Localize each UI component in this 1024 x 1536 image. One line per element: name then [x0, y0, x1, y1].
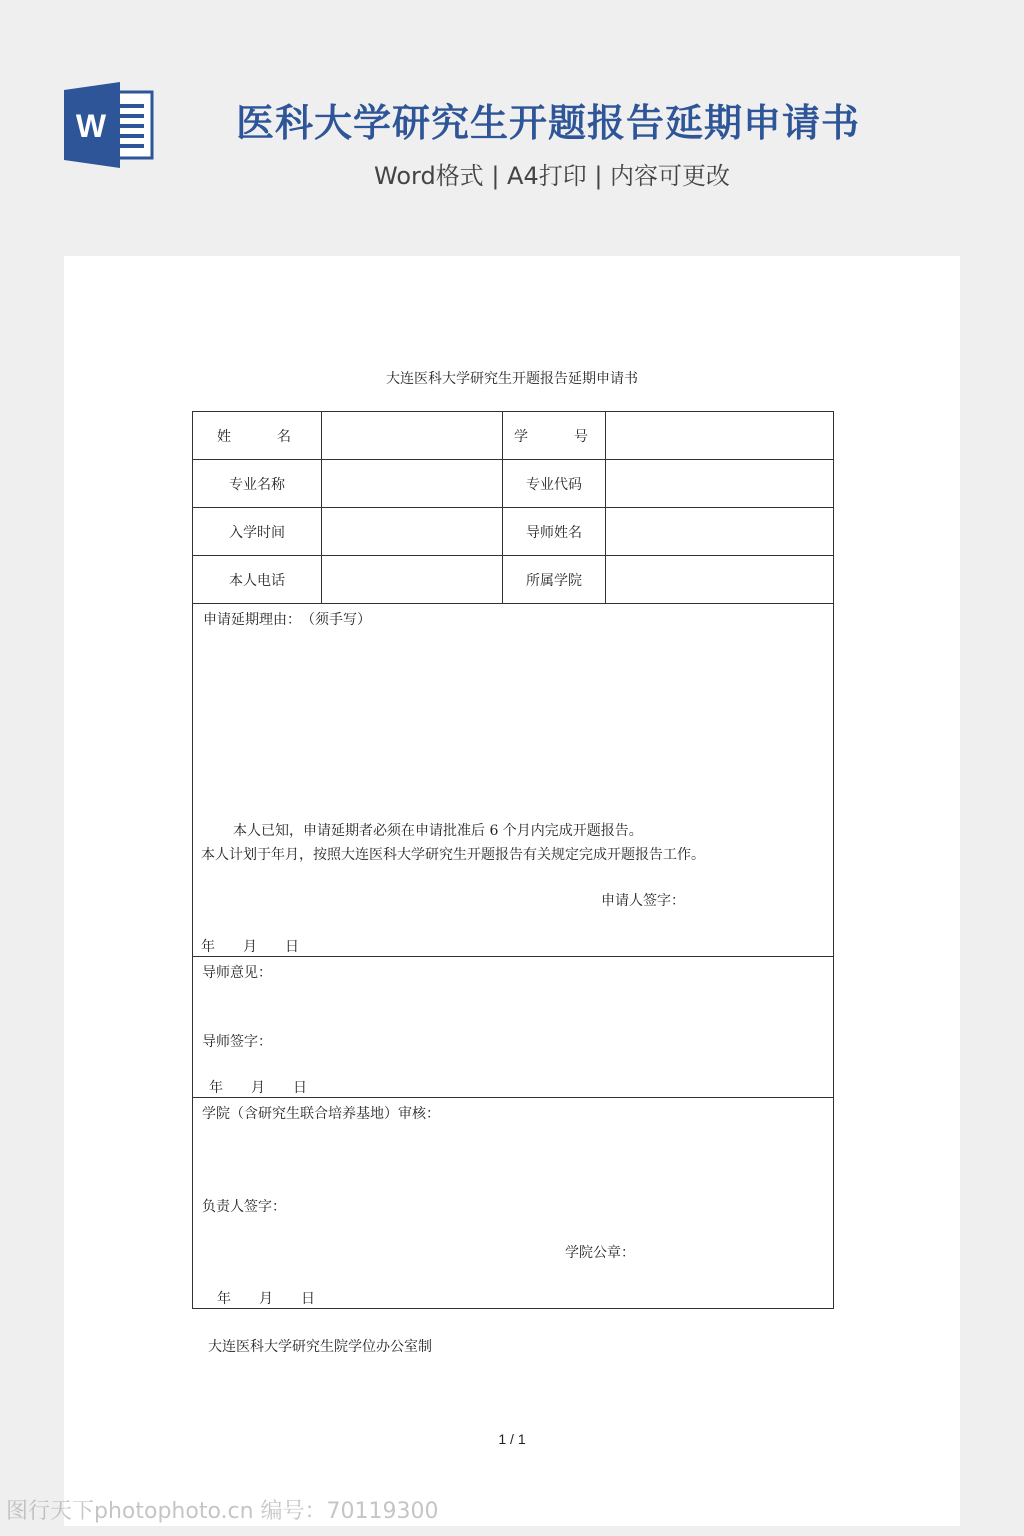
field-advisor-name[interactable]: [606, 508, 834, 556]
label-enrollment-date: 入学时间: [193, 508, 322, 556]
document-page: [64, 256, 960, 1526]
label-major-name: 专业名称: [193, 460, 322, 508]
table-row-advisor: [193, 957, 834, 1098]
label-name: 姓 名: [193, 412, 322, 460]
college-review-label: 学院（含研究生联合培养基地）审核：: [202, 1106, 440, 1122]
field-major-code[interactable]: [606, 460, 834, 508]
field-student-id[interactable]: [606, 412, 834, 460]
reason-notice-line2: 本人计划于年月，按照大连医科大学研究生开题报告有关规定完成开题报告工作。: [201, 847, 705, 863]
document-title: 大连医科大学研究生开题报告延期申请书: [386, 371, 638, 387]
label-student-id: 学 号: [503, 412, 606, 460]
field-phone[interactable]: [322, 556, 503, 604]
banner-subtitle: Word格式 | A4打印 | 内容可更改: [374, 162, 731, 190]
advisor-date: 年 月 日: [209, 1080, 307, 1096]
field-major-name[interactable]: [322, 460, 503, 508]
advisor-signature-label: 导师签字：: [202, 1034, 272, 1050]
banner-title: 医科大学研究生开题报告延期申请书: [236, 101, 861, 145]
advisor-cell[interactable]: [193, 957, 834, 1098]
field-college[interactable]: [606, 556, 834, 604]
label-major-code: 专业代码: [503, 460, 606, 508]
reason-cell[interactable]: [193, 604, 834, 957]
applicant-signature-label: 申请人签字：: [601, 893, 685, 909]
college-cell[interactable]: [193, 1098, 834, 1309]
applicant-date: 年 月 日: [201, 939, 299, 955]
table-row-enrollment: [193, 508, 834, 556]
watermark: 图行天下photophoto.cn 编号：70119300: [6, 1499, 439, 1524]
page-number: 1 / 1: [498, 1431, 526, 1447]
label-college: 所属学院: [503, 556, 606, 604]
table-row-contact: [193, 556, 834, 604]
label-advisor-name: 导师姓名: [503, 508, 606, 556]
reason-label: 申请延期理由： （须手写）: [203, 612, 371, 628]
application-form-table: [192, 411, 834, 1309]
table-row-college: [193, 1098, 834, 1309]
field-enrollment-date[interactable]: [322, 508, 503, 556]
college-date: 年 月 日: [217, 1291, 315, 1307]
word-logo-letter: W: [75, 108, 107, 144]
table-row-reason: [193, 604, 834, 957]
table-row-major: [193, 460, 834, 508]
field-name[interactable]: [322, 412, 503, 460]
label-phone: 本人电话: [193, 556, 322, 604]
word-icon: [64, 82, 156, 168]
college-seal-label: 学院公章：: [565, 1245, 635, 1261]
reason-notice-line1: 本人已知，申请延期者必须在申请批准后 6 个月内完成开题报告。: [233, 823, 643, 839]
advisor-opinion-label: 导师意见：: [202, 965, 272, 981]
college-signature-label: 负责人签字：: [202, 1199, 286, 1215]
footer-note: 大连医科大学研究生院学位办公室制: [208, 1339, 432, 1355]
table-row-name: [193, 412, 834, 460]
